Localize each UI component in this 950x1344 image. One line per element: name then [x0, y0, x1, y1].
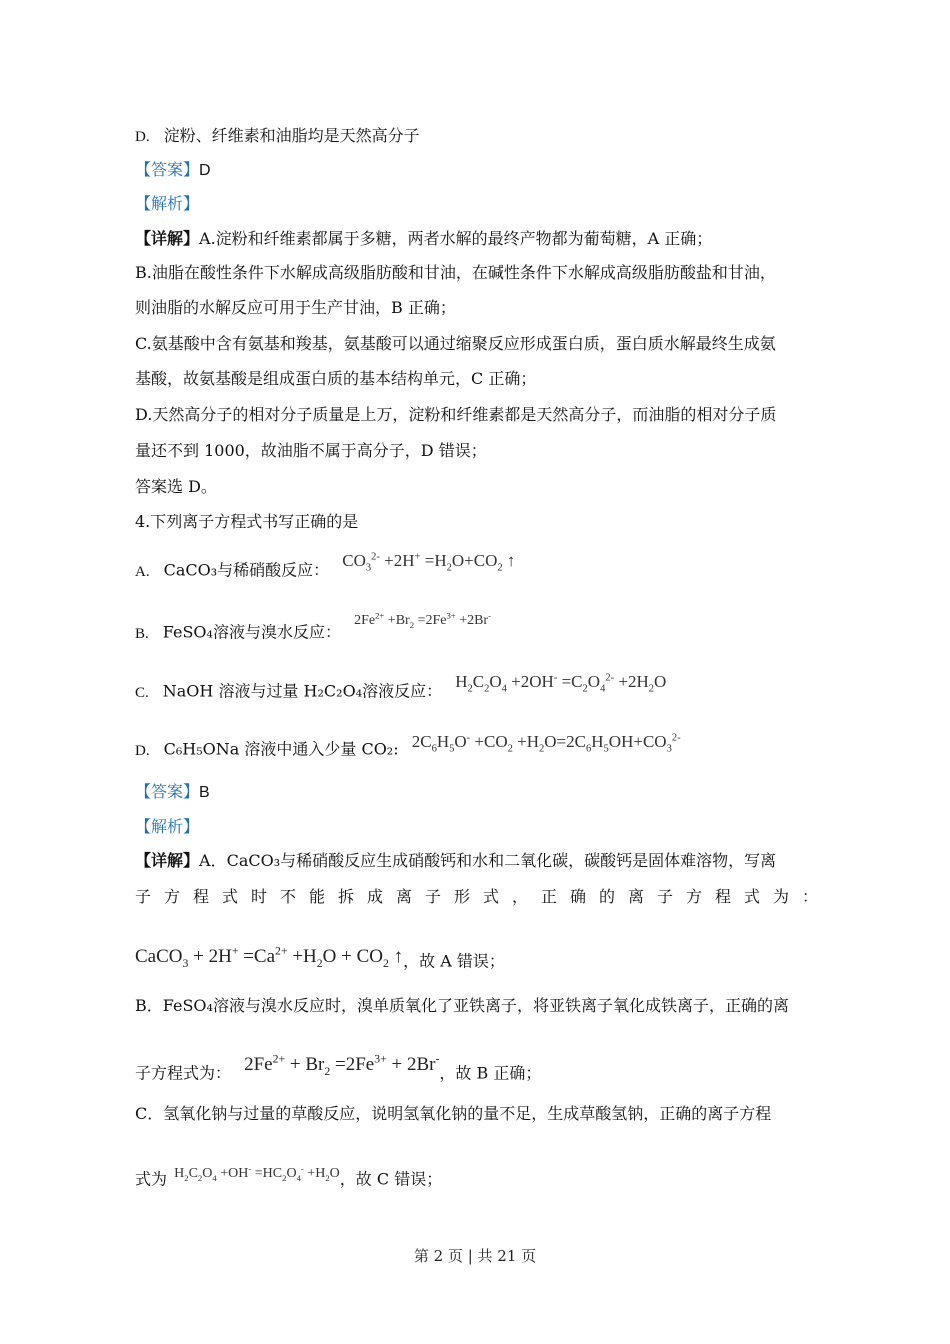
q4-option-b: B. FeSO₄溶液与溴水反应： $2Fe^{2+} +Br_2 =2Fe^{3+} +2Br^-$: [135, 610, 491, 642]
equation-a: $CO_3^{2-} +2H^+ =H_2O+CO_2$ ↑: [342, 550, 516, 574]
q4-option-c: C. NaOH 溶液与过量 H₂C₂O₄溶液反应： $H_2C_2O_4 +2OH^- =C_2O_4^{2-} +2H_2O$: [135, 671, 667, 701]
equation-d: $2C_6H_5O^- +CO_2 +H_2O=2C_6H_5OH+CO_3^{2-}$: [411, 731, 681, 755]
q4-detail-c1: C．氢氧化钠与过量的草酸反应，说明氢氧化钠的量不足，生成草酸氢钠，正确的离子方程: [135, 1104, 772, 1123]
q3-conclusion: 答案选 D。: [135, 477, 217, 496]
q4-answer: 【答案】B: [135, 782, 210, 801]
q4-detail-c2: 式为 $H_2C_2O_4 +OH^- =HC_2O_4^- +H_2O$，故 C 错误；: [135, 1163, 443, 1189]
q4-title: 4.下列离子方程式书写正确的是: [135, 512, 359, 531]
equation-b: $2Fe^{2+} +Br_2 =2Fe^{3+} +2Br^-$: [354, 610, 491, 630]
q3-detail-c1: C.氨基酸中含有氨基和羧基，氨基酸可以通过缩聚反应形成蛋白质，蛋白质水解最终生成氨: [135, 334, 776, 353]
q3-analysis-tag: 【解析】: [135, 194, 200, 213]
q4-detail-b2: 子方程式为： $2Fe^{2+} + Br_2 =2Fe^{3+} + 2Br^-$，故 B 正确；: [135, 1053, 542, 1083]
q3-option-d: D. 淀粉、纤维素和油脂均是天然高分子: [135, 126, 420, 145]
q4-option-d: D. C₆H₅ONa 溶液中通入少量 CO₂: $2C_6H_5O^- +CO_2 +H_2O=2C_6H_5OH+CO_3^{2-}$: [135, 731, 681, 759]
q3-detail-b2: 则油脂的水解反应可用于生产甘油，B 正确；: [135, 298, 456, 317]
q4-detail-a2: 子方程式时不能拆成离子形式，正确的离子方程式为：: [135, 887, 832, 906]
equation-c: $H_2C_2O_4 +2OH^- =C_2O_4^{2-} +2H_2O$: [455, 671, 667, 695]
q3-answer: 【答案】D: [135, 160, 211, 179]
q4-analysis-tag: 【解析】: [135, 817, 200, 836]
q4-option-a: A. CaCO₃与稀硝酸反应： $CO_3^{2-} +2H^+ =H_2O+CO_2$ ↑: [135, 550, 516, 580]
q3-detail-a: 【详解】A.淀粉和纤维素都属于多糖，两者水解的最终产物都为葡萄糖，A 正确；: [135, 229, 713, 248]
q3-detail-b1: B.油脂在酸性条件下水解成高级脂肪酸和甘油，在碱性条件下水解成高级脂肪酸盐和甘油，: [135, 263, 776, 282]
equation-c-correct: $H_2C_2O_4 +OH^- =HC_2O_4^- +H_2O$: [174, 1163, 340, 1183]
q4-detail-a1: 【详解】A．CaCO₃与稀硝酸反应生成硝酸钙和水和二氧化碳，碳酸钙是固体难溶物，写离: [135, 851, 777, 870]
q4-detail-a3: CaCO$_3$ + $2H^+ =Ca^{2+} +H_2O + CO_2$ ↑，故 A 错误；: [135, 945, 505, 971]
equation-b-correct: $2Fe^{2+} + Br_2 =2Fe^{3+} + 2Br^-$: [244, 1053, 440, 1079]
q3-detail-d2: 量还不到 1000，故油脂不属于高分子，D 错误；: [135, 441, 487, 460]
page-footer: 第 2 页 | 共 21 页: [413, 1247, 537, 1265]
q3-detail-d1: D.天然高分子的相对分子质量是上万，淀粉和纤维素都是天然高分子，而油脂的相对分子质: [135, 405, 777, 424]
q4-detail-b1: B．FeSO₄溶液与溴水反应时，溴单质氧化了亚铁离子，将亚铁离子氧化成铁离子，正确的离: [135, 996, 789, 1015]
q3-detail-c2: 基酸，故氨基酸是组成蛋白质的基本结构单元，C 正确；: [135, 369, 537, 388]
equation-a-correct: CaCO$_3$ + $2H^+ =Ca^{2+} +H_2O + CO_2$ ↑: [135, 945, 404, 971]
